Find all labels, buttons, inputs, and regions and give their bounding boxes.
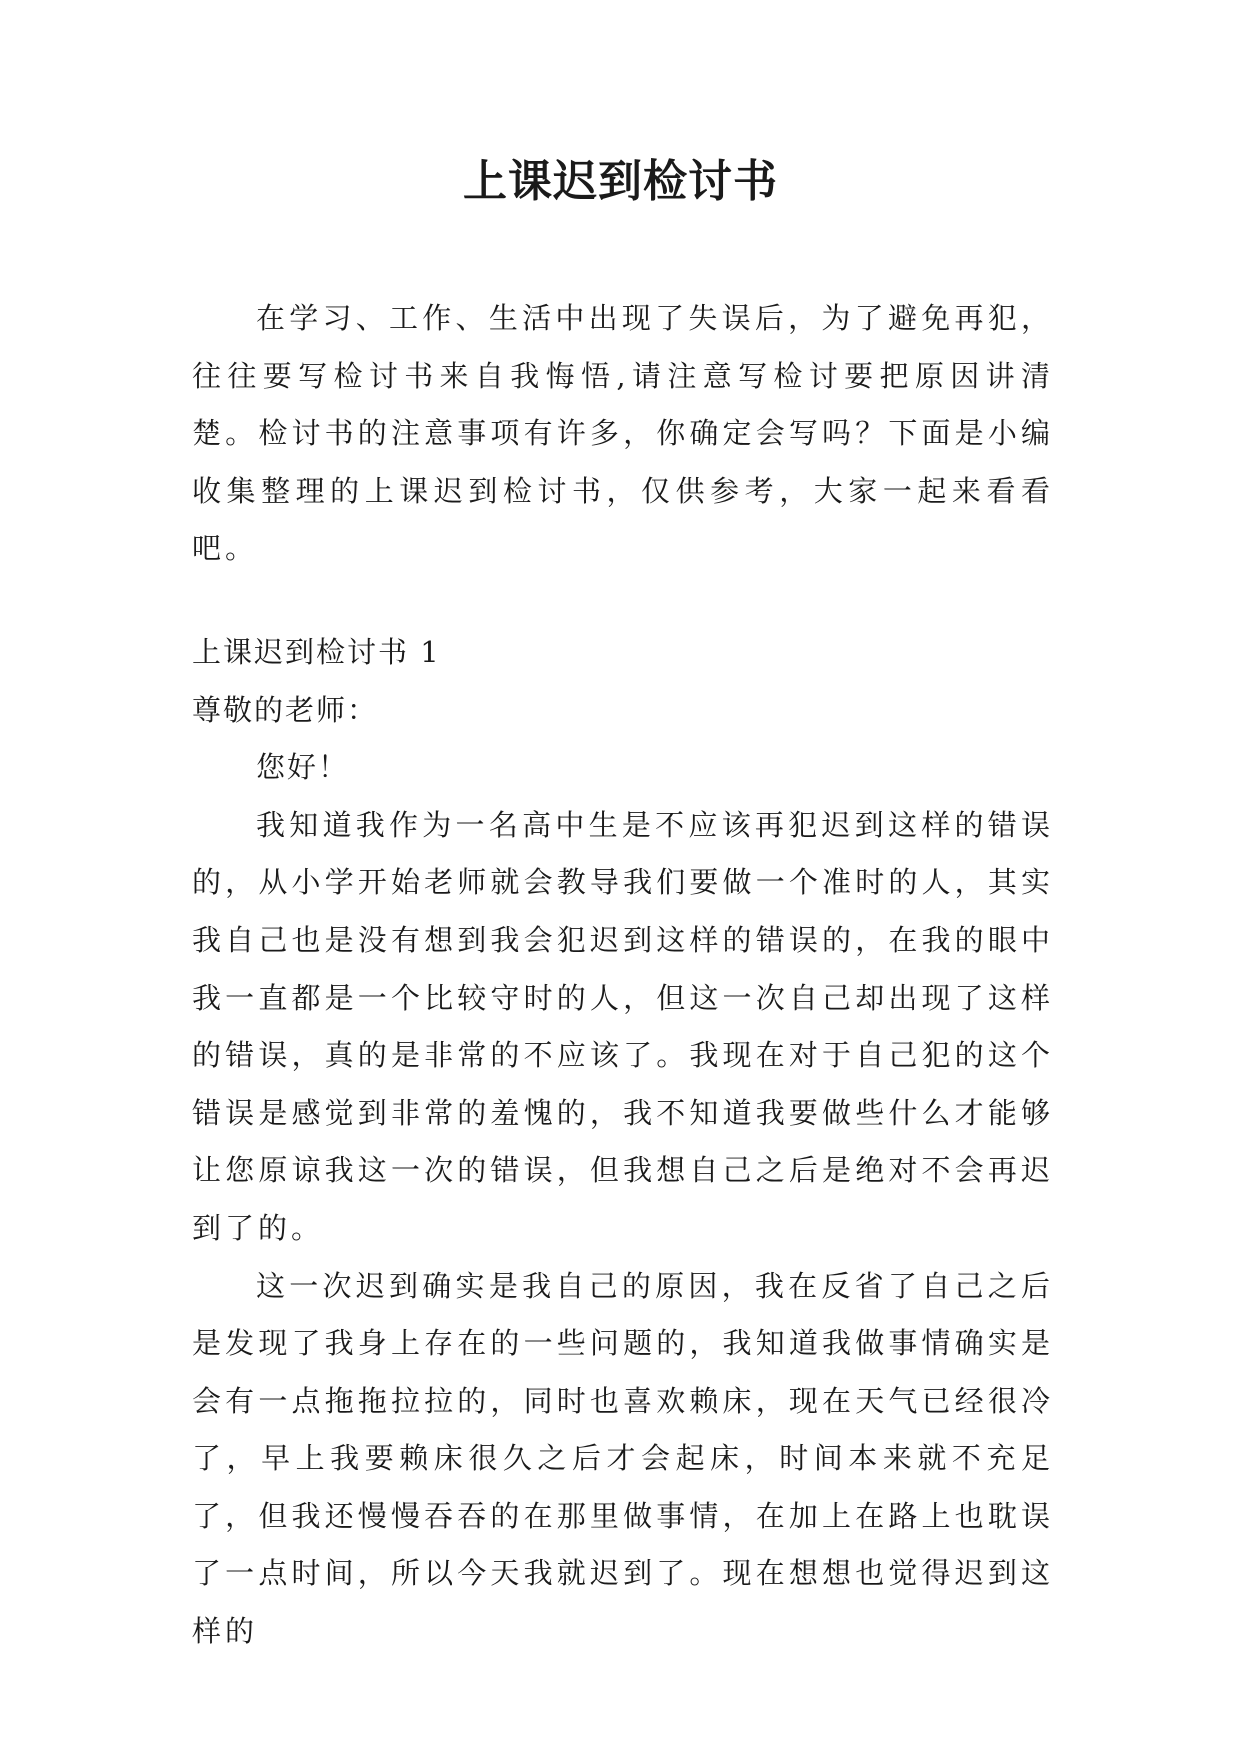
document-body [192,290,1054,1661]
body-paragraph: 这一次迟到确实是我自己的原因，我在反省了自己之后是发现了我身上存在的一些问题的，我知道我做事情确实是会有一点拖拖拉拉的，同时也喜欢赖床，现在天气已经很冷了，早上我要赖床很久之后才会起床，时间本来就不充足了，但我还慢慢吞吞的在那里做事情，在加上在路上也耽误了一点时间，所以今天我就迟到了。现在想想也觉得迟到这样的 [192,1268,1054,1649]
greeting: 您好！ [256,750,350,785]
intro-paragraph: 在学习、工作、生活中出现了失误后，为了避免再犯，往往要写检讨书来自我悔悟,请注意写检讨要把原因讲清楚。检讨书的注意事项有许多，你确定会写吗？下面是小编收集整理的上课迟到检讨书，仅供参考，大家一起来看看吧。 [192,301,1054,566]
document-title: 上课迟到检讨书 [463,156,778,207]
section-heading: 上课迟到检讨书 1 [192,634,441,669]
salutation: 尊敬的老师： [192,692,379,727]
body-paragraph: 我知道我作为一名高中生是不应该再犯迟到这样的错误的，从小学开始老师就会教导我们要做一个准时的人，其实我自己也是没有想到我会犯迟到这样的错误的，在我的眼中我一直都是一个比较守时的人，但这一次自己却出现了这样的错误，真的是非常的不应该了。我现在对于自己犯的这个错误是感觉到非常的羞愧的，我不知道我要做些什么才能够让您原谅我这一次的错误，但我想自己之后是绝对不会再迟到了的。 [192,807,1054,1245]
